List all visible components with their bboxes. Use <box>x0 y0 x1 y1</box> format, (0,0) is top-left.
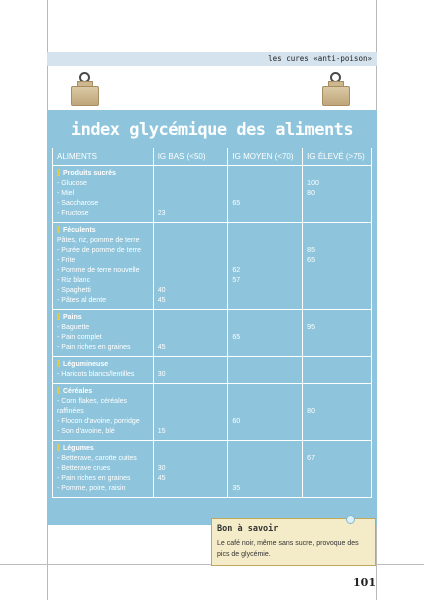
ig-value: 65 <box>232 200 241 207</box>
column-header: IG ÉLEVÉ (>75) <box>303 148 372 166</box>
running-title: les cures «anti-poison» <box>268 54 372 63</box>
ig-value: 80 <box>307 190 315 197</box>
ig-value: 60 <box>232 418 241 425</box>
ig-value <box>158 333 224 343</box>
food-item: - Pomme de terre nouvelle <box>57 267 140 274</box>
ig-value: 67 <box>307 455 315 462</box>
table-header-row <box>53 148 372 166</box>
tip-title: Bon à savoir <box>217 524 279 534</box>
food-item: - Son d'avoine, blé <box>57 428 115 435</box>
tip-box <box>211 518 376 566</box>
food-item: - Frite <box>57 257 76 264</box>
ig-value <box>232 427 298 437</box>
ig-value: 65 <box>232 334 241 341</box>
page-number: 101 <box>353 576 376 589</box>
ig-value <box>158 266 224 276</box>
ig-mid-cell <box>228 384 303 441</box>
ig-value: 100 <box>307 180 319 187</box>
ig-value: 45 <box>157 475 166 482</box>
ig-low-cell <box>153 166 228 223</box>
food-item: - Flocon d'avoine, porridge <box>57 418 140 425</box>
ig-value <box>307 370 367 380</box>
ig-value <box>307 417 367 427</box>
ig-value <box>158 454 224 464</box>
food-cell <box>53 166 154 223</box>
ig-value <box>232 246 298 256</box>
food-item: - Riz blanc <box>57 277 91 284</box>
ig-value: 57 <box>232 277 241 284</box>
ig-value <box>307 464 367 474</box>
food-item: - Miel <box>57 190 75 197</box>
ig-value: 95 <box>307 324 315 331</box>
ig-low-cell <box>153 223 228 310</box>
ig-mid-cell <box>228 223 303 310</box>
food-item: - Betterave, carotte cuites <box>57 455 137 462</box>
category-label: Pains <box>57 313 149 323</box>
category-label: Céréales <box>57 387 149 397</box>
ig-value <box>232 256 298 266</box>
food-item: - Pain riches en graines <box>57 344 131 351</box>
column-header: ALIMENTS <box>53 148 154 166</box>
ig-value <box>307 296 367 306</box>
ig-high-cell <box>303 441 372 498</box>
table-row <box>53 310 372 357</box>
food-item: - Purée de pomme de terre <box>57 247 142 254</box>
category-label: Produits sucrés <box>57 169 149 179</box>
ig-value: 30 <box>157 465 166 472</box>
ig-value <box>232 286 298 296</box>
table-row <box>53 166 372 223</box>
food-item: - Glucose <box>57 180 87 187</box>
ig-value <box>158 323 224 333</box>
ig-high-cell <box>303 310 372 357</box>
panel-title: index glycémique des aliments <box>70 120 354 140</box>
column-header: IG MOYEN (<70) <box>228 148 303 166</box>
food-item: raffinées <box>57 408 84 415</box>
ig-value <box>307 266 367 276</box>
ig-value: 45 <box>157 344 166 351</box>
ig-high-cell <box>303 223 372 310</box>
ig-value <box>307 276 367 286</box>
ig-value <box>158 397 224 407</box>
tip-marker-icon <box>346 515 355 524</box>
ig-value <box>307 427 367 437</box>
ig-value <box>232 464 298 474</box>
food-item: - Spaghetti <box>57 287 91 294</box>
tip-text: Le café noir, même sans sucre, provoque des pics de glycémie. <box>217 540 359 558</box>
food-cell <box>53 223 154 310</box>
category-label: Légumineuse <box>57 360 149 370</box>
ig-value: 40 <box>157 287 166 294</box>
ig-mid-cell <box>228 357 303 384</box>
ig-value: 35 <box>232 485 241 492</box>
ig-value <box>232 209 298 219</box>
food-item: - Fructose <box>57 210 89 217</box>
table-row <box>53 384 372 441</box>
ig-value <box>158 246 224 256</box>
ig-value <box>307 236 367 246</box>
ig-value: 15 <box>157 428 166 435</box>
ig-value <box>232 179 298 189</box>
ig-value <box>307 199 367 209</box>
food-item: - Pâtes al dente <box>57 297 107 304</box>
ig-value <box>232 343 298 353</box>
ig-value <box>307 333 367 343</box>
ig-mid-cell <box>228 441 303 498</box>
ig-value <box>232 407 298 417</box>
table-row <box>53 223 372 310</box>
glycemic-index-panel <box>47 110 377 525</box>
ig-value: 30 <box>157 371 166 378</box>
ig-value <box>307 484 367 494</box>
food-cell <box>53 441 154 498</box>
ig-value <box>158 484 224 494</box>
ig-value: 80 <box>307 408 315 415</box>
table-row <box>53 357 372 384</box>
ig-low-cell <box>153 310 228 357</box>
category-label: Légumes <box>57 444 149 454</box>
binder-clip-icon <box>321 72 351 108</box>
food-item: - Corn flakes, céréales <box>57 398 128 405</box>
ig-value <box>232 454 298 464</box>
ig-value: 85 <box>307 247 315 254</box>
ig-value <box>158 407 224 417</box>
ig-high-cell <box>303 357 372 384</box>
ig-value <box>307 397 367 407</box>
glycemic-index-table <box>52 148 372 498</box>
ig-value <box>232 323 298 333</box>
food-cell <box>53 357 154 384</box>
binder-clip-icon <box>70 72 100 108</box>
ig-value <box>232 236 298 246</box>
food-item: - Saccharose <box>57 200 99 207</box>
food-item: - Betterave crues <box>57 465 111 472</box>
ig-high-cell <box>303 166 372 223</box>
ig-mid-cell <box>228 310 303 357</box>
ig-value <box>232 474 298 484</box>
ig-value <box>307 209 367 219</box>
ig-value: 45 <box>157 297 166 304</box>
ig-low-cell <box>153 384 228 441</box>
ig-value <box>232 296 298 306</box>
ig-high-cell <box>303 384 372 441</box>
food-item: - Pain complet <box>57 334 102 341</box>
ig-value <box>307 286 367 296</box>
ig-low-cell <box>153 441 228 498</box>
food-item: - Haricots blancs/lentilles <box>57 371 135 378</box>
food-item: - Pomme, poire, raisin <box>57 485 126 492</box>
food-item: Pâtes, riz, pomme de terre <box>57 237 140 244</box>
ig-value <box>158 256 224 266</box>
food-item: - Pain riches en graines <box>57 475 131 482</box>
food-item: - Baguette <box>57 324 90 331</box>
column-header: IG BAS (<50) <box>153 148 228 166</box>
ig-value: 65 <box>307 257 315 264</box>
ig-mid-cell <box>228 166 303 223</box>
ig-value <box>158 189 224 199</box>
ig-value <box>232 189 298 199</box>
ig-value <box>158 199 224 209</box>
ig-value <box>232 370 298 380</box>
ig-value: 23 <box>157 210 166 217</box>
category-label: Féculents <box>57 226 149 236</box>
ig-value <box>158 179 224 189</box>
ig-value <box>232 397 298 407</box>
ig-value <box>307 474 367 484</box>
ig-value <box>158 417 224 427</box>
ig-low-cell <box>153 357 228 384</box>
ig-value: 62 <box>232 267 241 274</box>
table-row <box>53 441 372 498</box>
food-cell <box>53 310 154 357</box>
ig-value <box>307 343 367 353</box>
ig-value <box>158 276 224 286</box>
ig-value <box>158 236 224 246</box>
food-cell <box>53 384 154 441</box>
